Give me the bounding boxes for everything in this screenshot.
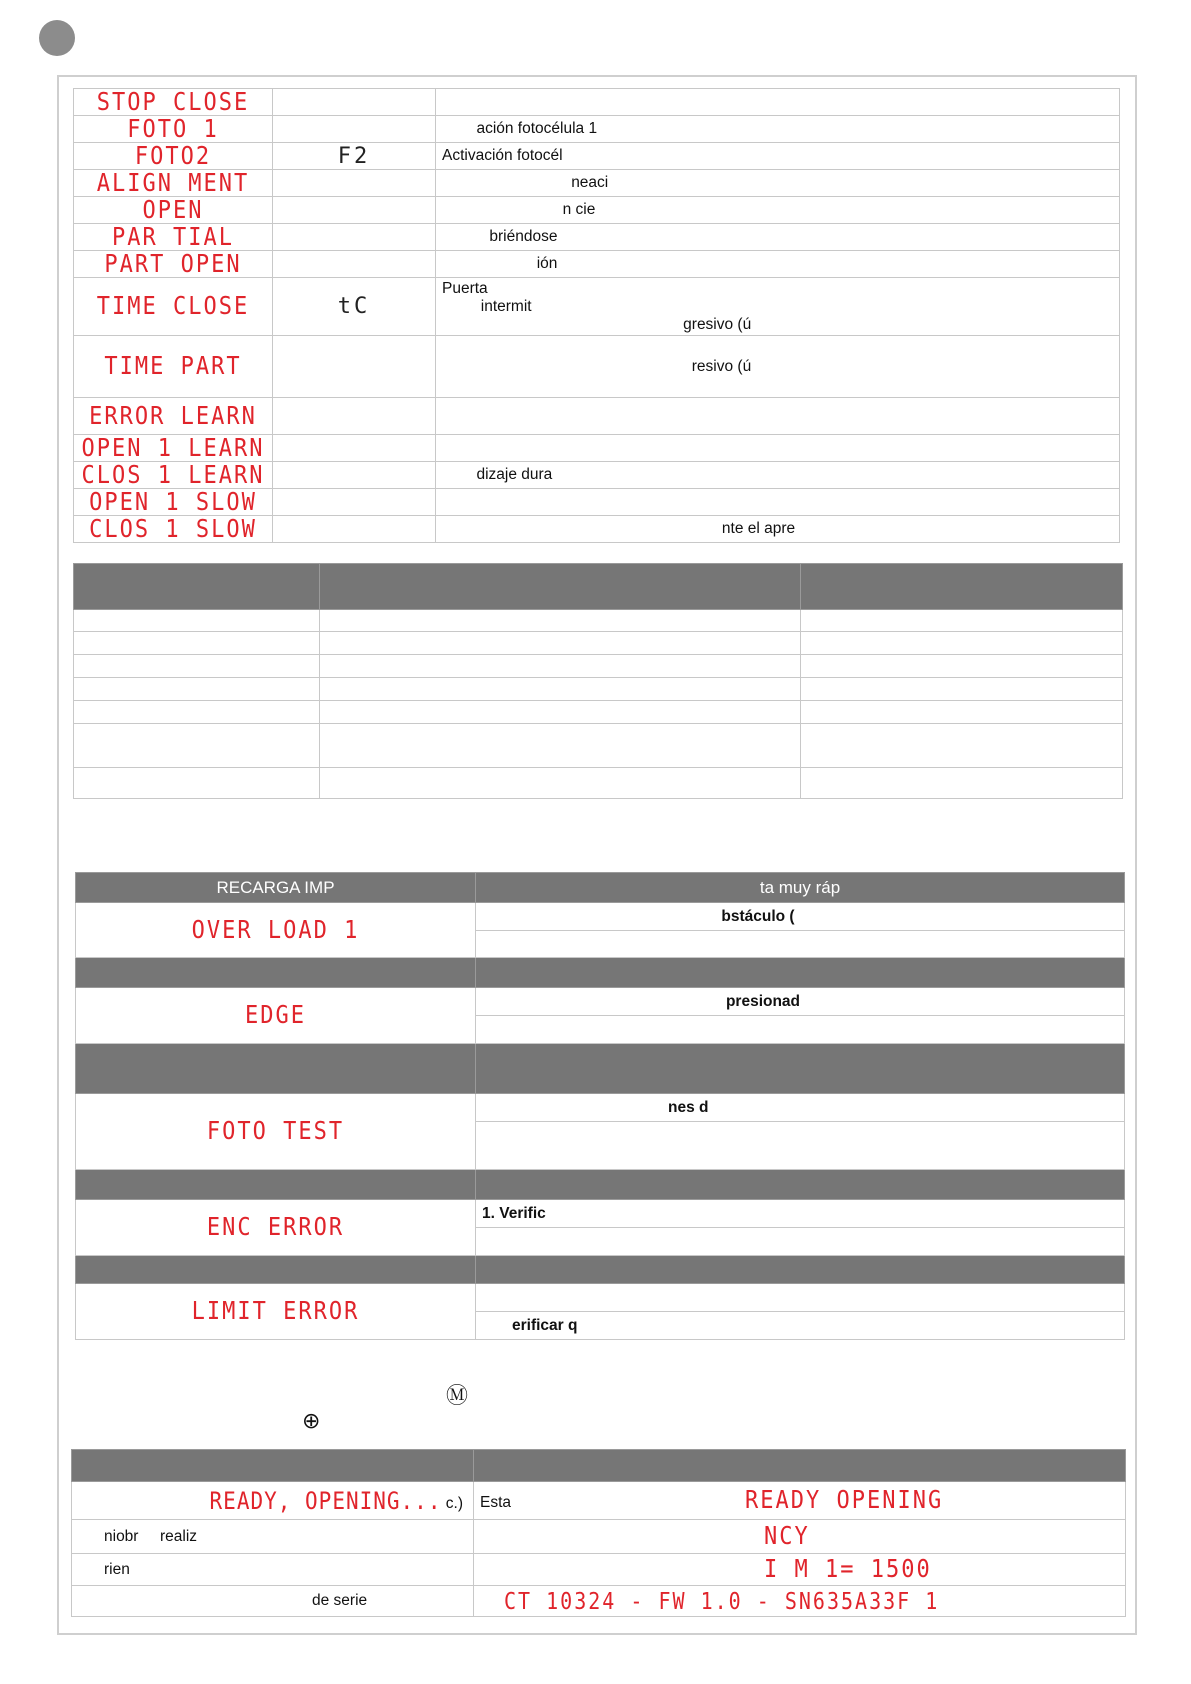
section-header-left [76, 1256, 476, 1284]
lcd-label: FOTO2 [134, 142, 212, 170]
lcd-label: FOTO TEST [206, 1117, 345, 1146]
lcd-label: READY, OPENING... [209, 1486, 442, 1515]
lcd-label: STOP CLOSE [96, 88, 250, 116]
row-text: rien [72, 1554, 474, 1586]
section-header-right [476, 1044, 1125, 1094]
row-text: Esta [480, 1494, 512, 1511]
row-suffix-text: c.) [441, 1494, 463, 1512]
lcd-label: FOTO 1 [127, 115, 219, 143]
desc-line: nes d [476, 1094, 1125, 1122]
section-header-right [476, 1170, 1125, 1200]
desc-cell [436, 89, 1120, 116]
desc-line [476, 931, 1125, 958]
plus-circle-icon: ⊕ [302, 1409, 321, 1434]
desc-line [476, 1284, 1125, 1312]
desc-cell [436, 489, 1120, 516]
desc-line: bstáculo ( [476, 903, 1125, 931]
header-cell [74, 564, 320, 610]
desc-cell: briéndose [436, 224, 1120, 251]
lcd-label: CLOS 1 SLOW [89, 515, 257, 543]
section-header-left [76, 1170, 476, 1200]
desc-cell [436, 278, 1120, 336]
desc-line [476, 1122, 1125, 1170]
lcd-label: TIME PART [104, 352, 242, 381]
row-text: niobr realiz [72, 1520, 474, 1554]
desc-cell: Activación fotocél [436, 143, 1120, 170]
desc-cell [436, 398, 1120, 435]
lcd-label: PART OPEN [104, 250, 242, 278]
section-header-left [76, 1044, 476, 1094]
lcd-label: READY OPENING [745, 1486, 944, 1515]
lcd-label: OVER LOAD 1 [191, 915, 360, 945]
row-text: de serie [72, 1586, 474, 1617]
desc-line: intermit [442, 297, 532, 315]
lcd-label: PAR TIAL [112, 223, 234, 251]
code-label: tC [337, 294, 371, 319]
m-circle-icon: Ⓜ [446, 1384, 469, 1409]
lcd-label: CT 10324 - FW 1.0 - SN635A33F 1 [504, 1587, 940, 1615]
desc-line: presionad [476, 988, 1125, 1016]
lcd-label: ALIGN MENT [96, 169, 250, 197]
lcd-label: NCY [764, 1522, 810, 1551]
desc-line [476, 1228, 1125, 1256]
lcd-label: TIME CLOSE [96, 292, 250, 321]
status-table [71, 1449, 1126, 1617]
lcd-label: OPEN 1 SLOW [89, 488, 257, 516]
lcd-label: LIMIT ERROR [191, 1297, 360, 1326]
section-header-left [76, 958, 476, 988]
desc-line [476, 1016, 1125, 1044]
section-header-right [476, 1256, 1125, 1284]
lcd-label: OPEN [142, 196, 204, 224]
desc-cell: dizaje dura [436, 462, 1120, 489]
desc-cell: ión [436, 251, 1120, 278]
desc-cell: n cie [436, 197, 1120, 224]
desc-line: 1. Verific [476, 1200, 1125, 1228]
desc-cell [436, 435, 1120, 462]
desc-line: gresivo (ú [442, 315, 752, 333]
desc-line: Puerta [442, 279, 488, 297]
desc-line: erificar q [476, 1312, 1125, 1340]
desc-cell: ación fotocélula 1 [436, 116, 1120, 143]
lcd-label: ENC ERROR [206, 1213, 345, 1242]
desc-cell: nte el apre [436, 516, 1120, 543]
lcd-label: ERROR LEARN [89, 401, 257, 431]
errors-table [75, 872, 1125, 1340]
desc-cell: neaci [436, 170, 1120, 197]
section-header-right: ta muy ráp [476, 873, 1125, 903]
lcd-label: EDGE [245, 1001, 306, 1030]
header-cell [801, 564, 1123, 610]
section-header-left: RECARGA IMP [76, 873, 476, 903]
header-cell [320, 564, 801, 610]
empty-grid-table [73, 563, 1123, 799]
desc-cell [436, 336, 1120, 398]
messages-table [73, 88, 1120, 543]
lcd-label: OPEN 1 LEARN [81, 434, 265, 462]
code-label: F2 [337, 143, 371, 169]
section-header-right [476, 958, 1125, 988]
lcd-label: CLOS 1 LEARN [81, 461, 265, 489]
page-marker-dot [39, 20, 75, 56]
desc-line: resivo (ú [442, 357, 752, 375]
lcd-label: I M 1= 1500 [764, 1555, 932, 1584]
